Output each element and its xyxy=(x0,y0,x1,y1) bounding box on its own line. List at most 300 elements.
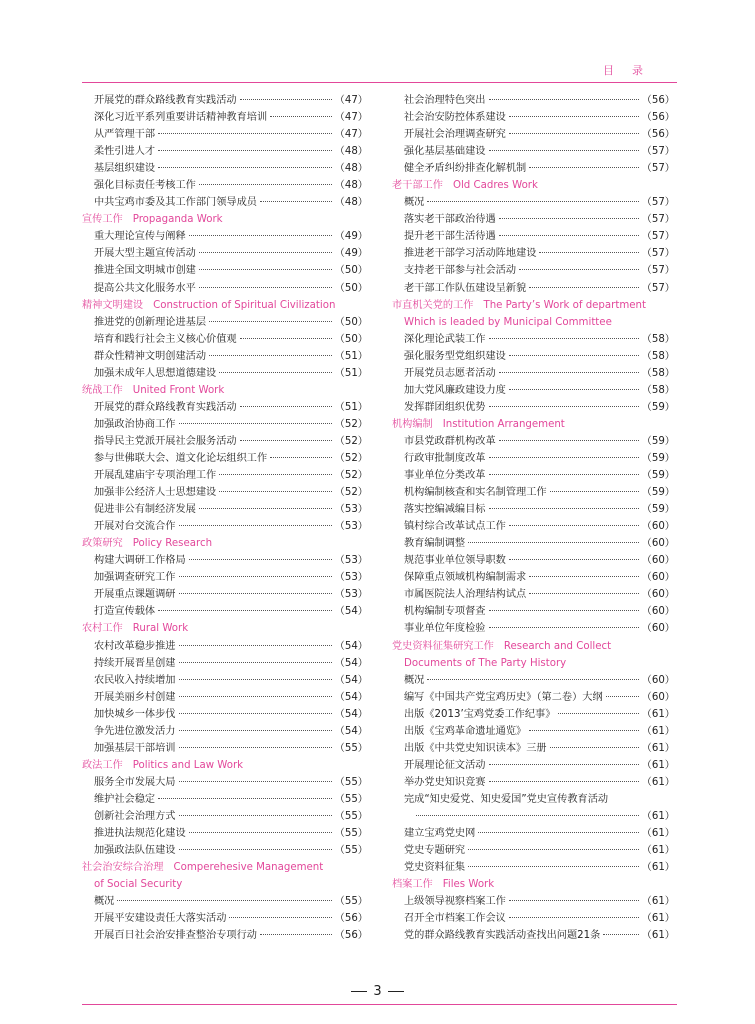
entry-page: （61） xyxy=(641,810,675,822)
entry-page: （53） xyxy=(334,555,368,567)
dot-leader xyxy=(270,457,331,458)
entry-page: （55） xyxy=(334,896,368,908)
entry-title: 市县党政群机构改革 xyxy=(404,435,496,447)
toc-entry-wrapped: 完成“知史爱党、知史爱国”党史宣传教育活动 xyxy=(404,793,609,805)
entry-page: （52） xyxy=(334,418,368,430)
section-title-en: Research and Collect xyxy=(503,640,612,652)
toc-entry xyxy=(392,910,675,927)
entry-title: 加强调查研究工作 xyxy=(94,572,176,584)
toc-column-right xyxy=(392,92,675,944)
entry-title: 开展重点课题调研 xyxy=(94,589,176,601)
toc-entry xyxy=(82,842,368,859)
toc-entry xyxy=(392,825,675,842)
toc-entry xyxy=(392,706,675,723)
toc-entry xyxy=(82,262,368,279)
toc-entry xyxy=(82,450,368,467)
entry-page: （50） xyxy=(334,316,368,328)
section-title-en: Files Work xyxy=(442,879,495,891)
toc-entry xyxy=(82,552,368,569)
entry-title: 举办党史知识竞赛 xyxy=(404,776,486,788)
toc-entry xyxy=(82,569,368,586)
dot-leader xyxy=(199,508,332,509)
toc-entry xyxy=(82,280,368,297)
entry-page: （59） xyxy=(641,504,675,516)
dot-leader xyxy=(158,798,332,799)
toc-entry xyxy=(392,280,675,297)
toc-entry xyxy=(392,501,675,518)
entry-title: 发挥群团组织优势 xyxy=(404,401,486,413)
entry-page: （56） xyxy=(641,95,675,106)
dot-leader xyxy=(550,491,639,492)
section-title-en: United Front Work xyxy=(132,384,225,396)
toc-entry xyxy=(392,433,675,450)
section-heading xyxy=(82,757,368,774)
toc-entry xyxy=(82,228,368,245)
entry-title: 柔性引进人才 xyxy=(94,146,156,158)
toc-entry xyxy=(392,586,675,603)
entry-title: 出版《中共党史知识读本》三册 xyxy=(404,742,547,754)
dot-leader xyxy=(519,269,639,270)
dot-leader xyxy=(550,747,639,748)
dot-leader xyxy=(179,815,332,816)
toc-entry xyxy=(392,382,675,399)
toc-entry xyxy=(392,211,675,228)
dot-leader xyxy=(179,576,332,577)
entry-page: （61） xyxy=(641,725,675,737)
entry-title: 开展党员志愿者活动 xyxy=(404,367,496,379)
entry-title: 社会治理特色突出 xyxy=(404,95,486,106)
entry-title: 深化习近平系列重要讲话精神教育培训 xyxy=(94,112,268,124)
entry-page: （56） xyxy=(334,930,368,942)
section-title-cn: 精神文明建设 xyxy=(82,299,144,311)
toc-entry xyxy=(82,433,368,450)
footer-rule xyxy=(82,1004,677,1005)
entry-page: （53） xyxy=(334,572,368,584)
dot-leader xyxy=(270,116,331,117)
section-title-cn: 政法工作 xyxy=(82,759,123,771)
dot-leader xyxy=(499,440,639,441)
dot-leader xyxy=(219,491,331,492)
dot-leader xyxy=(199,269,332,270)
entry-page: （57） xyxy=(641,197,675,209)
dot-leader xyxy=(416,815,639,816)
dot-leader xyxy=(179,525,332,526)
entry-page: （59） xyxy=(641,470,675,482)
entry-page: （55） xyxy=(334,742,368,754)
dot-leader xyxy=(489,99,639,100)
section-heading xyxy=(392,297,675,314)
dot-leader xyxy=(539,252,638,253)
toc-entry xyxy=(392,109,675,126)
entry-title: 召开全市档案工作会议 xyxy=(404,913,506,925)
entry-page: （58） xyxy=(641,367,675,379)
dot-leader xyxy=(179,593,332,594)
entry-page: （60） xyxy=(641,538,675,550)
entry-page: （60） xyxy=(641,589,675,601)
entry-page: （61） xyxy=(641,759,675,771)
toc-entry xyxy=(82,160,368,177)
section-title-en-continued: of Social Security xyxy=(94,879,183,891)
entry-title: 加快城乡一体步伐 xyxy=(94,708,176,720)
toc-entry xyxy=(392,399,675,416)
dot-leader xyxy=(158,133,332,134)
section-heading xyxy=(392,876,675,893)
entry-title: 机构编制核查和实名制管理工作 xyxy=(404,487,547,499)
dot-leader xyxy=(499,218,639,219)
entry-page: （61） xyxy=(641,776,675,788)
toc-entry xyxy=(392,740,675,757)
section-title-en: Politics and Law Work xyxy=(132,759,244,771)
dot-leader xyxy=(179,747,332,748)
dot-leader xyxy=(179,730,332,731)
entry-title: 概况 xyxy=(404,197,425,209)
entry-page: （60） xyxy=(641,521,675,533)
dot-leader xyxy=(509,559,639,560)
entry-title: 镇村综合改革试点工作 xyxy=(404,521,506,533)
dot-leader xyxy=(468,866,639,867)
dot-leader xyxy=(489,474,639,475)
entry-title: 强化目标责任考核工作 xyxy=(94,180,196,192)
entry-title: 参与世佛联大会、道文化论坛组织工作 xyxy=(94,452,268,464)
dot-leader xyxy=(509,389,639,390)
entry-title: 推进执法规范化建设 xyxy=(94,828,186,840)
entry-page: （56） xyxy=(641,112,675,124)
toc-entry xyxy=(82,245,368,262)
entry-title: 提高公共文化服务水平 xyxy=(94,282,196,294)
entry-title: 加强政治协商工作 xyxy=(94,418,176,430)
dot-leader xyxy=(199,287,332,288)
dot-leader xyxy=(529,576,638,577)
entry-page: （54） xyxy=(334,674,368,686)
entry-title: 中共宝鸡市委及其工作部门领导成员 xyxy=(94,197,257,209)
dot-leader xyxy=(179,849,332,850)
toc-entry xyxy=(82,143,368,160)
entry-page: （61） xyxy=(641,845,675,857)
entry-page: （56） xyxy=(641,129,675,141)
dot-leader xyxy=(529,730,638,731)
toc-entry xyxy=(82,92,368,109)
dot-leader xyxy=(179,713,332,714)
entry-page: （57） xyxy=(641,282,675,294)
toc-entry xyxy=(82,177,368,194)
entry-title: 重大理论宣传与阐释 xyxy=(94,231,186,243)
entry-page: （52） xyxy=(334,470,368,482)
dot-leader xyxy=(179,662,332,663)
dot-leader xyxy=(158,150,332,151)
entry-page: （55） xyxy=(334,828,368,840)
entry-title: 持续开展晋星创建 xyxy=(94,657,176,669)
entry-page: （54） xyxy=(334,640,368,652)
dot-leader xyxy=(489,508,639,509)
entry-title: 加强未成年人思想道德建设 xyxy=(94,367,217,379)
toc-entry xyxy=(82,740,368,757)
entry-page: （50） xyxy=(334,333,368,345)
entry-title: 开展平安建设责任大落实活动 xyxy=(94,913,227,925)
dot-leader xyxy=(179,679,332,680)
dot-leader xyxy=(158,610,332,611)
toc-entry xyxy=(82,586,368,603)
entry-page: （48） xyxy=(334,197,368,209)
entry-page: （47） xyxy=(334,129,368,141)
dot-leader xyxy=(489,781,639,782)
toc-entry xyxy=(392,774,675,791)
entry-title: 维护社会稳定 xyxy=(94,793,156,805)
entry-page: （61） xyxy=(641,708,675,720)
toc-entry xyxy=(82,501,368,518)
section-title-en: Rural Work xyxy=(132,623,189,635)
toc-entry xyxy=(392,194,675,211)
section-title-en-continued: Documents of The Party History xyxy=(404,657,567,669)
entry-page: （61） xyxy=(641,742,675,754)
dot-leader xyxy=(489,150,639,151)
dash-left xyxy=(351,991,367,992)
entry-title: 开展理论征文活动 xyxy=(404,759,486,771)
dot-leader xyxy=(260,934,332,935)
dot-leader xyxy=(158,167,332,168)
toc-entry xyxy=(82,655,368,672)
toc-entry xyxy=(82,416,368,433)
dot-leader xyxy=(240,440,332,441)
entry-page: （48） xyxy=(334,163,368,175)
entry-title: 老干部工作队伍建设呈新貌 xyxy=(404,282,527,294)
entry-title: 创新社会治理方式 xyxy=(94,810,176,822)
entry-page: （50） xyxy=(334,265,368,277)
entry-page: （58） xyxy=(641,350,675,362)
dot-leader xyxy=(509,917,639,918)
entry-title: 推进老干部学习活动阵地建设 xyxy=(404,248,537,260)
entry-title: 教育编制调整 xyxy=(404,538,466,550)
toc-entry xyxy=(82,603,368,620)
entry-page: （50） xyxy=(334,282,368,294)
entry-title: 促进非公有制经济发展 xyxy=(94,504,196,516)
dot-leader xyxy=(199,184,332,185)
entry-title: 打造宣传载体 xyxy=(94,606,156,618)
toc-entry xyxy=(392,467,675,484)
toc-entry xyxy=(392,518,675,535)
toc-entry xyxy=(82,467,368,484)
toc-entry xyxy=(392,262,675,279)
entry-page: （60） xyxy=(641,572,675,584)
entry-title: 构建大调研工作格局 xyxy=(94,555,186,567)
entry-page: （52） xyxy=(334,435,368,447)
entry-page: （57） xyxy=(641,265,675,277)
entry-title: 出版《宝鸡革命遗址通览》 xyxy=(404,725,527,737)
toc-entry xyxy=(82,126,368,143)
entry-title: 健全矛盾纠纷排查化解机制 xyxy=(404,163,527,175)
dot-leader xyxy=(179,781,332,782)
toc-entry xyxy=(392,535,675,552)
toc-entry xyxy=(392,552,675,569)
toc-entry xyxy=(82,348,368,365)
section-title-cn: 政策研究 xyxy=(82,538,123,550)
dot-leader xyxy=(489,338,639,339)
entry-title: 开展百日社会治安排查整治专项行动 xyxy=(94,930,257,942)
entry-page: （59） xyxy=(641,452,675,464)
toc-entry xyxy=(392,672,675,689)
entry-title: 开展党的群众路线教育实践活动 xyxy=(94,401,237,413)
page-header xyxy=(82,60,677,83)
entry-page: （51） xyxy=(334,401,368,413)
toc-entry xyxy=(82,194,368,211)
dot-leader xyxy=(189,832,332,833)
toc-entry xyxy=(82,518,368,535)
entry-page: （57） xyxy=(641,231,675,243)
entry-page: （57） xyxy=(641,214,675,226)
entry-page: （60） xyxy=(641,555,675,567)
dot-leader xyxy=(529,287,638,288)
entry-title: 培育和践行社会主义核心价值观 xyxy=(94,333,237,345)
toc-column-left xyxy=(82,92,368,944)
entry-page: （61） xyxy=(641,930,675,942)
section-title-en: Comperehesive Management xyxy=(173,862,324,874)
section-heading xyxy=(82,382,368,399)
section-title-cn: 机构编制 xyxy=(392,418,433,430)
section-heading xyxy=(82,211,368,228)
entry-page: （60） xyxy=(641,691,675,703)
entry-page: （52） xyxy=(334,452,368,464)
dot-leader xyxy=(529,593,638,594)
entry-title: 机构编制专项督查 xyxy=(404,606,486,618)
toc-entry xyxy=(82,399,368,416)
entry-title: 行政审批制度改革 xyxy=(404,452,486,464)
entry-title: 规范事业单位领导职数 xyxy=(404,555,506,567)
entry-page: （48） xyxy=(334,146,368,158)
entry-title: 服务全市发展大局 xyxy=(94,776,176,788)
dot-leader xyxy=(509,525,639,526)
dot-leader xyxy=(189,235,332,236)
entry-page: （55） xyxy=(334,845,368,857)
section-heading xyxy=(392,638,675,655)
dot-leader xyxy=(427,201,638,202)
dot-leader xyxy=(468,849,639,850)
entry-title: 农民收入持续增加 xyxy=(94,674,176,686)
toc-entry xyxy=(82,365,368,382)
entry-title: 事业单位分类改革 xyxy=(404,470,486,482)
toc-entry xyxy=(392,126,675,143)
entry-title: 党史资料征集 xyxy=(404,862,466,874)
entry-title: 加强政法队伍建设 xyxy=(94,845,176,857)
toc-entry xyxy=(392,927,675,944)
entry-title: 加强非公经济人士思想建设 xyxy=(94,487,217,499)
entry-title: 社会治安防控体系建设 xyxy=(404,112,506,124)
dot-leader xyxy=(219,474,331,475)
dot-leader xyxy=(529,167,638,168)
entry-title: 强化基层基础建设 xyxy=(404,146,486,158)
entry-title: 开展社会治理调查研究 xyxy=(404,129,506,141)
section-title-cn: 档案工作 xyxy=(392,879,433,891)
dot-leader xyxy=(606,696,639,697)
dot-leader xyxy=(489,406,639,407)
dot-leader xyxy=(209,355,332,356)
section-title-en: Propaganda Work xyxy=(132,214,223,226)
section-title-en-continued: Which is leaded by Municipal Committee xyxy=(404,316,612,328)
page-number-footer xyxy=(0,984,755,999)
entry-page: （59） xyxy=(641,487,675,499)
entry-page: （51） xyxy=(334,367,368,379)
toc-entry xyxy=(82,825,368,842)
toc-entry xyxy=(392,757,675,774)
entry-title: 推进党的创新理论进基层 xyxy=(94,316,207,328)
dot-leader xyxy=(240,406,332,407)
toc-entry xyxy=(82,723,368,740)
section-title-en: Institution Arrangement xyxy=(442,418,565,430)
dot-leader xyxy=(489,610,639,611)
toc-entry xyxy=(82,672,368,689)
dot-leader xyxy=(240,338,332,339)
toc-entry xyxy=(82,331,368,348)
entry-title: 出版《2013’宝鸡党委工作纪事》 xyxy=(404,708,556,720)
entry-title: 推进全国文明城市创建 xyxy=(94,265,196,277)
dot-leader xyxy=(179,696,332,697)
entry-page: （54） xyxy=(334,657,368,669)
entry-page: （54） xyxy=(334,691,368,703)
entry-page: （58） xyxy=(641,333,675,345)
entry-page: （61） xyxy=(641,828,675,840)
toc-entry xyxy=(82,689,368,706)
entry-page: （53） xyxy=(334,521,368,533)
entry-page: （57） xyxy=(641,146,675,158)
entry-page: （61） xyxy=(641,862,675,874)
dot-leader xyxy=(179,645,332,646)
entry-page: （54） xyxy=(334,708,368,720)
entry-page: （61） xyxy=(641,913,675,925)
dot-leader xyxy=(199,252,332,253)
section-title-en: Policy Research xyxy=(132,538,213,550)
dot-leader xyxy=(179,423,332,424)
entry-title: 概况 xyxy=(404,674,425,686)
toc-entry xyxy=(392,620,675,637)
section-title-en: Construction of Spiritual Civilization xyxy=(153,299,336,311)
dot-leader xyxy=(509,900,639,901)
dot-leader xyxy=(117,900,331,901)
entry-page: （55） xyxy=(334,810,368,822)
dot-leader xyxy=(240,99,332,100)
toc-entry-continuation xyxy=(392,808,675,825)
entry-page: （59） xyxy=(641,435,675,447)
toc-entry xyxy=(392,348,675,365)
dash-right xyxy=(388,991,404,992)
dot-leader xyxy=(489,764,639,765)
entry-title: 提升老干部生活待遇 xyxy=(404,231,496,243)
section-heading xyxy=(82,297,368,314)
toc-entry xyxy=(82,638,368,655)
toc-entry xyxy=(82,109,368,126)
header-title: 目录 xyxy=(603,64,661,77)
section-title-cn: 党史资料征集研究工作 xyxy=(392,640,494,652)
toc-entry xyxy=(392,689,675,706)
section-title-en: Old Cadres Work xyxy=(452,180,538,192)
entry-page: （57） xyxy=(641,248,675,260)
entry-title: 市属医院法人治理结构试点 xyxy=(404,589,527,601)
entry-title: 党史专题研究 xyxy=(404,845,466,857)
dot-leader xyxy=(427,679,638,680)
entry-page: （53） xyxy=(334,504,368,516)
entry-page: （47） xyxy=(334,112,368,124)
entry-page: （60） xyxy=(641,623,675,635)
toc-entry xyxy=(82,893,368,910)
toc-entry xyxy=(82,484,368,501)
section-title-en: The Party’s Work of department xyxy=(483,299,646,311)
toc-entry xyxy=(392,228,675,245)
dot-leader xyxy=(468,542,639,543)
toc-entry xyxy=(392,842,675,859)
entry-title: 基层组织建设 xyxy=(94,163,156,175)
entry-title: 群众性精神文明创建活动 xyxy=(94,350,207,362)
toc-entry xyxy=(392,365,675,382)
entry-title: 开展对台交流合作 xyxy=(94,521,176,533)
toc-entry xyxy=(392,92,675,109)
entry-title: 农村改革稳步推进 xyxy=(94,640,176,652)
